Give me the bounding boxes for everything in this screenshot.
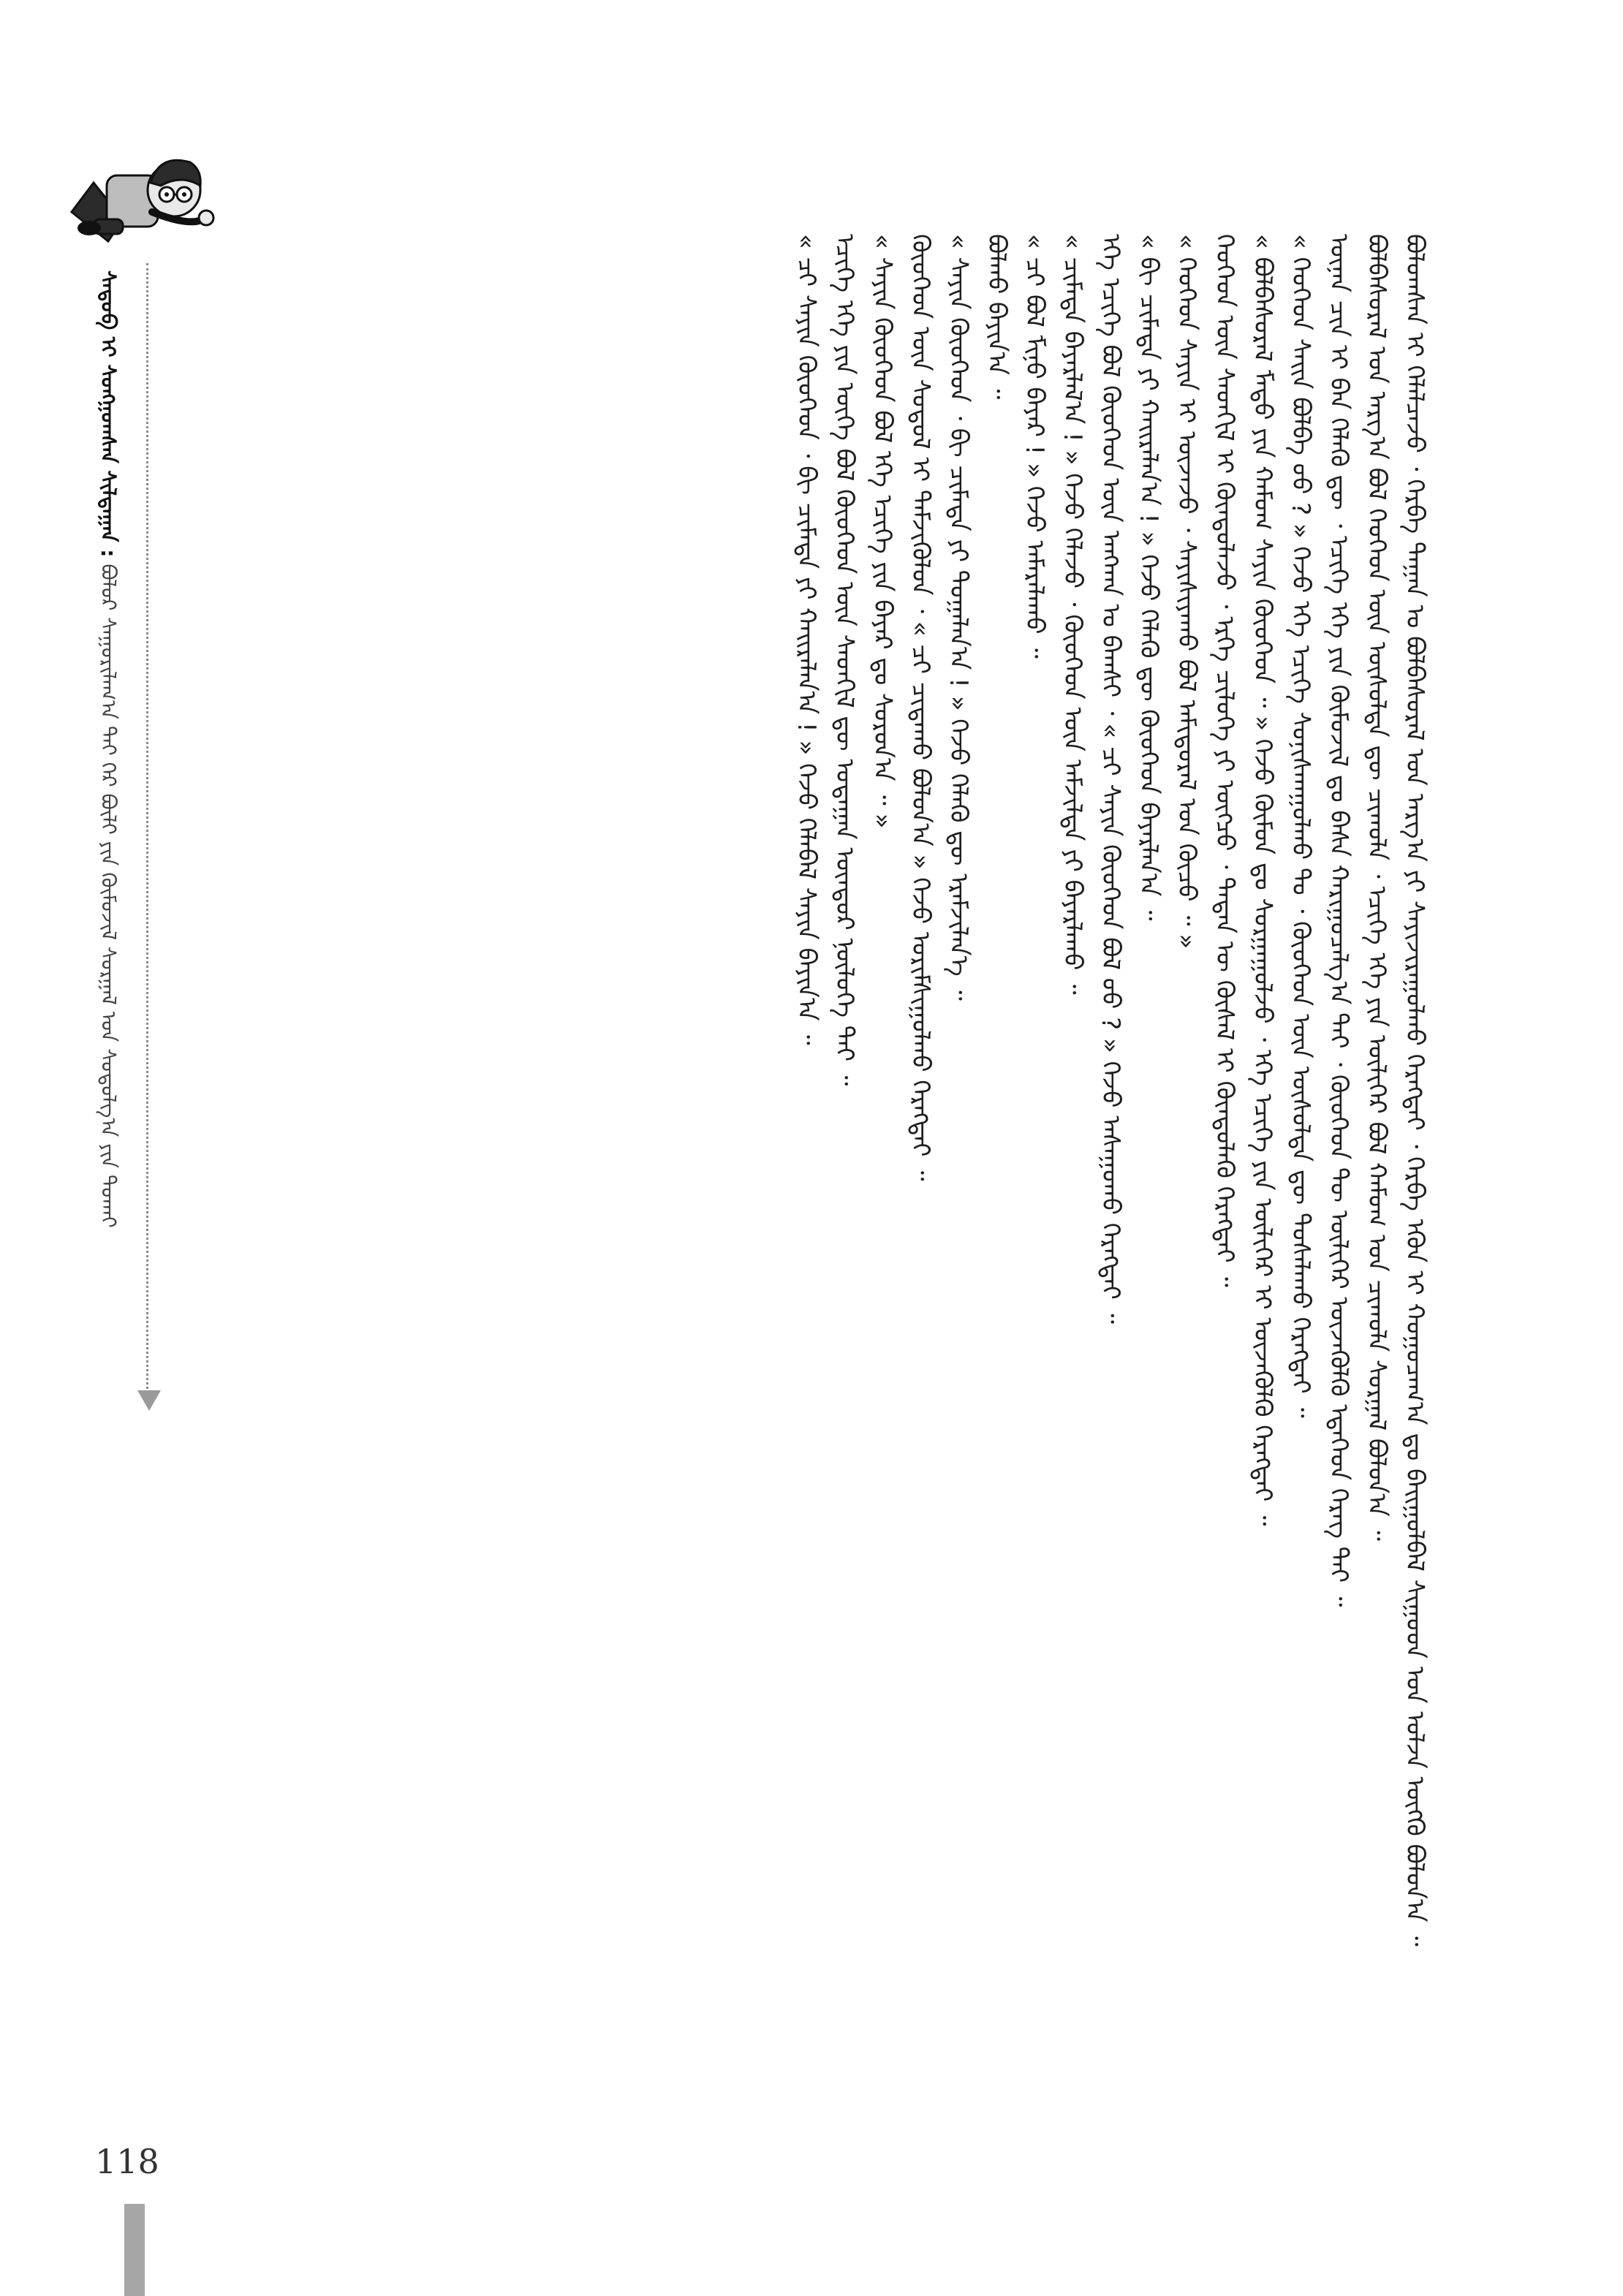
text-column: « ᠬᠡᠦᠬᠡᠳ ᠰᠠᠶᠢᠨ ᠢ ᠦᠵᠡᠵᠦ ᠂ ᠰᠠᠶᠢᠰᠢᠶᠠᠬᠤ ᠪᠣᠯ ᠠᠮᠢᠳᠤᠷᠠᠯ ᠤᠨ ᠬᠦᠴᠦ ᠃ » (1172, 234, 1201, 950)
running-header (94, 270, 123, 1330)
page-number: 118 (95, 2142, 159, 2181)
mascot-illustration (64, 132, 225, 278)
text-column: « ᠪᠣᠯᠪᠠᠰᠤᠷᠠᠯ ᠮᠠᠲᠤ ᠶᠢᠨ ᠬᠠᠮᠤᠭ ᠰᠠᠶᠢᠨ ᠬᠦᠦᠬᠡᠳ ᠃ » ᠭᠡᠵᠦ ᠬᠦᠮᠦᠨ ᠳᠤ ᠰᠤᠷᠭᠠᠭᠤᠯᠵᠤ ᠂ ᠡᠬᠡ ᠡᠴᠢᠭᠡ ᠶᠢᠨ ᠦᠯᠢᠭᠡᠷ ᠢ ᠦᠵᠡᠭᠦᠯᠬᠦ ᠬᠡᠷᠡᠭᠲᠡᠢ ᠃ (1248, 234, 1277, 1526)
text-column: « ᠪᠢ ᠴᠢᠮᠠᠳᠠ ᠶᠢ ᠬᠠᠢᠷᠠᠯᠠᠨ᠎ᠠ ! » ᠭᠡᠵᠦ ᠬᠡᠯᠡᠬᠦ ᠳᠦ ᠬᠦᠦᠬᠡᠳ ᠪᠠᠶᠠᠷᠯᠠᠨ᠎ᠠ ᠃ (1134, 234, 1163, 921)
text-column: ᠬᠦᠦᠬᠡᠳ ᠦᠨ ᠰᠣᠳᠤᠯ ᠢ ᠳᠡᠮᠵᠢᠭᠦᠯᠦᠨ ᠂ « ᠴᠢ ᠴᠢᠳᠠᠬᠤ ᠪᠣᠯᠤᠨ᠎ᠠ » ᠭᠡᠵᠦ ᠤᠷᠢᠮᠰᠢᠭᠤᠯᠬᠤ ᠬᠡᠷᠡᠭᠲᠡᠢ ᠃ (906, 234, 935, 1181)
page-edge-bar (124, 2204, 145, 2296)
text-column: « ᠬᠡᠦᠬᠡᠳ ᠰᠠᠢᠨ ᠪᠣᠯᠪᠠ ᠤᠤ ? » ᠭᠡᠵᠦ ᠡᠬᠡ ᠡᠴᠢᠭᠡ ᠰᠣᠨᠢᠰᠬᠠᠭᠤᠯᠬᠤ ᠲᠤ ᠂ ᠬᠦᠦᠬᠡᠳ ᠦᠨ ᠥᠰᠦᠯᠲᠡ ᠳᠦ ᠲᠤᠰᠠᠯᠠᠬᠤ ᠬᠡᠷᠡᠭᠲᠡᠢ ᠃ (1286, 234, 1315, 1418)
text-column: « ᠰᠠᠶᠢᠨ ᠬᠦᠦᠬᠡᠳ ᠂ ᠪᠢ ᠴᠢᠮᠠᠳᠠ ᠶᠢ ᠲᠣᠭᠠᠯᠠᠨ᠎ᠠ ! » ᠭᠡᠵᠦ ᠬᠡᠯᠡᠬᠦ ᠳᠦ ᠡᠷᠡᠮᠵᠢᠯᠡᠨ᠎ᠡ ᠃ (944, 234, 973, 1001)
text-column: « ᠴᠢᠮᠠᠳᠠ ᠪᠠᠶᠠᠷᠯᠠᠯ᠎ᠠ ! » ᠭᠡᠵᠦ ᠬᠡᠯᠡᠵᠦ ᠂ ᠬᠦᠦᠬᠡᠳ ᠦᠨ ᠠᠮᠵᠢᠯᠲᠠ ᠶᠢ ᠪᠠᠶᠠᠷᠯᠠᠬᠤ ᠃ (1058, 234, 1087, 995)
text-column: ᠡᠴᠢᠭᠡ ᠡᠬᠡ ᠶᠢᠨ ᠦᠭᠡ ᠪᠣᠯ ᠬᠦᠦᠬᠡᠳ ᠦᠨ ᠰᠡᠳᠬᠢᠯ ᠳᠦ ᠤᠳᠠᠭᠠᠨ ᠥᠨᠳᠦᠷ ᠨᠥᠯᠦᠭᠡ ᠲᠡᠢ ᠃ (830, 234, 859, 1086)
text-column: ᠪᠣᠯᠬᠤ ᠪᠠᠶᠢᠨ᠎ᠠ ᠃ (982, 234, 1011, 400)
text-column: ᠡᠬᠡ ᠡᠴᠢᠭᠡ ᠪᠣᠯ ᠬᠦᠦᠬᠡᠳ ᠦᠨ ᠠᠩᠬᠠᠨ ᠤ ᠪᠠᠭᠰᠢ ᠂ « ᠴᠢ ᠰᠠᠶᠢᠨ ᠬᠦᠦᠬᠡᠳ ᠪᠣᠯ ᠤᠤ ? » ᠭᠡᠵᠦ ᠠᠰᠠᠭᠤᠬᠤ ᠬᠡᠷᠡᠭᠲᠡᠢ ᠃ (1096, 234, 1125, 1325)
header-chapter-title: ᠪᠣᠯᠣᠷ ᠰᠠᠭᠤᠷᠢᠯᠠᠭ᠎ᠠ ᠲᠠᠢ ᠭᠡᠷ ᠪᠦᠯᠢ ᠶᠢᠨ ᠬᠦᠮᠦᠵᠢᠯ ᠰᠤᠷᠭᠠᠯ ᠤᠨ ᠰᠤᠳᠤᠯᠭ᠎ᠠ ᠶᠢᠨ ᠲᠤᠬᠠᠢ (97, 564, 121, 1228)
header-chapter-label: ᠰᠡᠳᠦᠪ ᠢ ᠰᠣᠩᠭᠤᠭᠰᠠᠨ ᠰᠢᠯᠲᠠᠭᠠᠨ : (97, 270, 121, 558)
text-column: « ᠰᠠᠶᠢᠨ ᠬᠦᠦᠬᠡᠳ ᠪᠣᠯ ᠡᠬᠡ ᠡᠴᠢᠭᠡ ᠶᠢᠨ ᠪᠠᠶᠠᠷ ᠳᠤ ᠰᠤᠷᠤᠨ᠎ᠠ ᠃ » (868, 234, 897, 829)
text-column: ᠦᠨᠡᠨ ᠴᠢᠨ ᠢ ᠪᠡᠨ ᠬᠡᠯᠡᠬᠦ ᠳᠦ ᠂ ᠡᠴᠢᠭᠡ ᠡᠬᠡ ᠶᠢᠨ ᠬᠦᠮᠦᠵᠢᠯ ᠳᠤ ᠪᠠᠰᠠ ᠬᠠᠷᠢᠭᠤᠴᠠᠯᠭ᠎ᠠ ᠲᠠᠢ ᠂ ᠬᠦᠦᠬᠡᠳ ᠲᠦ ᠦᠯᠢᠭᠡᠷ ᠦᠵᠡᠭᠦᠯᠬᠦ ᠡᠳᠡᠭᠡᠳ ᠬᠡᠷᠡᠭ ᠲᠡᠢ ᠃ (1324, 234, 1353, 1607)
header-divider (146, 263, 148, 1389)
text-column: ᠬᠡᠦᠬᠡᠳ ᠦᠨ ᠰᠡᠳᠬᠢᠯ ᠢ ᠬᠦᠨᠳᠦᠯᠡᠵᠦ ᠂ ᠡᠷᠬᠡ ᠴᠢᠯᠦᠭᠡ ᠶᠢ ᠥᠭᠴᠦ ᠂ ᠲᠡᠳᠡᠨ ᠦ ᠬᠦᠰᠡᠯ ᠢ ᠬᠦᠨᠳᠦᠯᠡᠬᠦ ᠬᠡᠷᠡᠭᠲᠡᠢ ᠃ (1210, 234, 1239, 1287)
text-column: ᠪᠣᠯᠤᠭᠰᠠᠨ ᠢ ᠬᠡᠯᠡᠯᠴᠡᠵᠦ ᠂ ᠬᠡᠷᠪᠡ ᠳᠠᠭᠠᠨ ᠤ ᠪᠣᠯᠪᠠᠰᠤᠷᠠᠯ ᠤᠨ ᠠᠷᠭ᠎ᠠ ᠶᠢ ᠰᠠᠶᠢᠵᠢᠷᠠᠭᠤᠯᠬᠤ ᠬᠡᠷᠡᠭᠲᠡᠢ ᠂ ᠬᠡᠷᠪᠡ ᠡᠭᠦᠨ ᠢ ᠬᠤᠭᠤᠴᠠᠭ᠎ᠠ ᠳᠤ ᠪᠠᠢᠭᠤᠯᠪᠠᠯ ᠰᠢᠭᠤᠳ ᠤᠨ ᠣᠯᠵᠠ ᠥᠭᠬᠦ ᠪᠣᠯᠤᠨ᠎ᠠ ᠃ (1400, 234, 1429, 1947)
triangle-marker-icon (137, 1390, 161, 1411)
text-column: « ᠴᠢ ᠪᠣᠯ ᠮᠢᠨᠦ ᠪᠠᠶᠠᠷ ! » ᠭᠡᠵᠦ ᠠᠮᠠᠷᠠᠯᠠᠬᠤ ᠃ (1020, 234, 1049, 659)
text-column: ᠪᠣᠯᠪᠠᠰᠤᠷᠠᠯ ᠤᠨ ᠠᠷᠭ᠎ᠠ ᠪᠣᠯ ᠬᠡᠦᠬᠡᠳ ᠦᠨ ᠥᠰᠦᠯᠲᠡ ᠳᠦ ᠴᠢᠬᠤᠯᠠ ᠂ ᠡᠴᠢᠭᠡ ᠡᠬᠡ ᠶᠢᠨ ᠦᠯᠢᠭᠡᠷ ᠪᠣᠯ ᠬᠠᠮᠤᠭ ᠤᠨ ᠴᠢᠬᠤᠯᠠ ᠰᠤᠷᠭᠠᠯ ᠪᠣᠯᠤᠨ᠎ᠠ ᠃ (1362, 234, 1391, 1542)
text-column: « ᠴᠢ ᠰᠠᠶᠢᠨ ᠬᠦᠦᠬᠡᠳ ᠂ ᠪᠢ ᠴᠢᠮᠠᠳᠠ ᠶᠢ ᠬᠠᠢᠷᠠᠯᠠᠨ᠎ᠠ ! » ᠭᠡᠵᠦ ᠬᠡᠯᠡᠪᠡᠯ ᠰᠠᠶᠢᠨ ᠪᠠᠶᠢᠨ᠎ᠠ ᠃ (792, 234, 821, 1045)
